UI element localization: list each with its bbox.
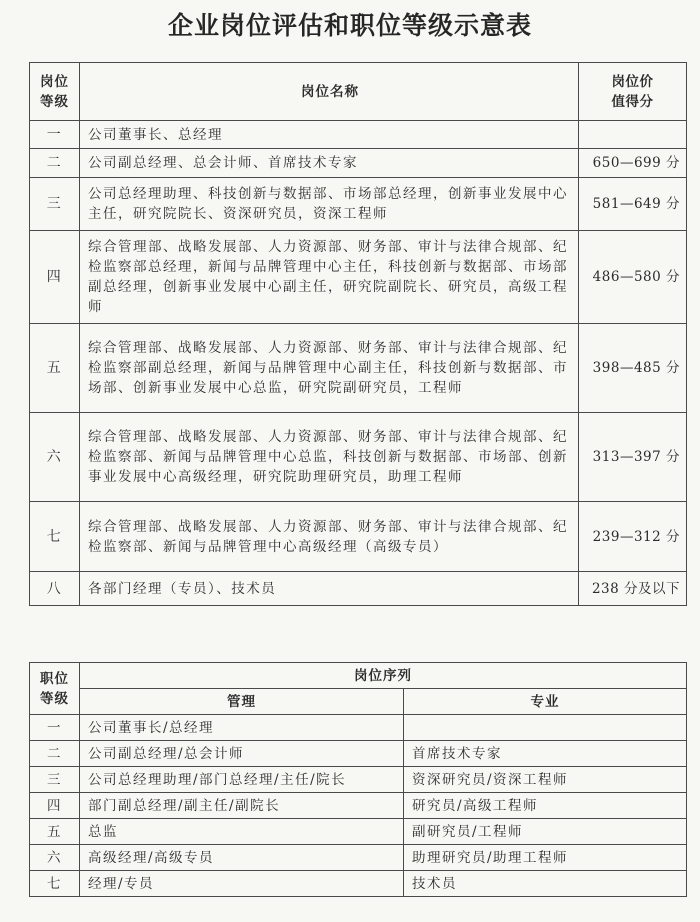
value-score-cell: 313—397 分 bbox=[579, 413, 687, 502]
professional-cell bbox=[404, 715, 687, 741]
value-score-cell: 486—580 分 bbox=[579, 231, 687, 324]
grade-cell: 二 bbox=[30, 741, 80, 767]
table-row bbox=[30, 324, 687, 413]
table-row bbox=[30, 845, 687, 871]
management-cell: 公司董事长/总经理 bbox=[80, 715, 404, 741]
grade-cell: 三 bbox=[30, 178, 80, 231]
table-header-row bbox=[30, 63, 687, 121]
grade-cell: 六 bbox=[30, 845, 80, 871]
management-cell: 公司副总经理/总会计师 bbox=[80, 741, 404, 767]
page-title: 企业岗位评估和职位等级示意表 bbox=[167, 11, 532, 40]
value-score-cell: 398—485 分 bbox=[579, 324, 687, 413]
value-score-cell: 650—699 分 bbox=[579, 149, 687, 178]
management-cell: 公司总经理助理/部门总经理/主任/院长 bbox=[80, 767, 404, 793]
table-row bbox=[30, 149, 687, 178]
job-grade-sequence-table bbox=[29, 662, 687, 897]
grade-cell: 五 bbox=[30, 324, 80, 413]
table-row bbox=[30, 231, 687, 324]
professional-cell: 副研究员/工程师 bbox=[404, 819, 687, 845]
management-cell: 高级经理/高级专员 bbox=[80, 845, 404, 871]
grade-cell: 七 bbox=[30, 502, 80, 572]
professional-cell: 助理研究员/助理工程师 bbox=[404, 845, 687, 871]
position-name-cell: 综合管理部、战略发展部、人力资源部、财务部、审计与法律合规部、纪检监察部副总经理，新闻与品牌管理中心副主任，科技创新与数据部、市场部、创新事业发展中心总监，研究院副研究员，工程师 bbox=[80, 324, 579, 413]
grade-cell: 一 bbox=[30, 121, 80, 149]
table-row bbox=[30, 819, 687, 845]
table-header-row bbox=[30, 663, 687, 689]
position-name-cell: 公司副总经理、总会计师、首席技术专家 bbox=[80, 149, 579, 178]
table-row bbox=[30, 715, 687, 741]
management-cell: 总监 bbox=[80, 819, 404, 845]
professional-cell: 资深研究员/资深工程师 bbox=[404, 767, 687, 793]
position-name-cell: 公司总经理助理、科技创新与数据部、市场部总经理，创新事业发展中心主任，研究院院长、资深研究员，资深工程师 bbox=[80, 178, 579, 231]
grade-cell: 四 bbox=[30, 231, 80, 324]
position-evaluation-table bbox=[29, 62, 687, 606]
position-name-cell: 综合管理部、战略发展部、人力资源部、财务部、审计与法律合规部、纪检监察部、新闻与品牌管理中心总监，科技创新与数据部、市场部、创新事业发展中心高级经理，研究院助理研究员，助理工程师 bbox=[80, 413, 579, 502]
table-row bbox=[30, 572, 687, 606]
table-row bbox=[30, 178, 687, 231]
grade-cell: 二 bbox=[30, 149, 80, 178]
table-row bbox=[30, 502, 687, 572]
grade-header: 职位 等级 bbox=[30, 663, 80, 715]
grade-cell: 七 bbox=[30, 871, 80, 897]
management-header: 管理 bbox=[80, 689, 404, 715]
table-subheader-row bbox=[30, 689, 687, 715]
grade-cell: 三 bbox=[30, 767, 80, 793]
table-row bbox=[30, 793, 687, 819]
table-row bbox=[30, 741, 687, 767]
sequence-header: 岗位序列 bbox=[80, 663, 687, 689]
position-name-cell: 各部门经理（专员）、技术员 bbox=[80, 572, 579, 606]
position-name-header: 岗位名称 bbox=[80, 63, 579, 121]
value-score-cell: 238 分及以下 bbox=[579, 572, 687, 606]
table-row bbox=[30, 413, 687, 502]
professional-cell: 技术员 bbox=[404, 871, 687, 897]
professional-cell: 首席技术专家 bbox=[404, 741, 687, 767]
grade-cell: 五 bbox=[30, 819, 80, 845]
professional-cell: 研究员/高级工程师 bbox=[404, 793, 687, 819]
table-row bbox=[30, 121, 687, 149]
grade-cell: 四 bbox=[30, 793, 80, 819]
value-score-cell bbox=[579, 121, 687, 149]
management-cell: 部门副总经理/副主任/副院长 bbox=[80, 793, 404, 819]
position-name-cell: 综合管理部、战略发展部、人力资源部、财务部、审计与法律合规部、纪检监察部总经理，新闻与品牌管理中心主任，科技创新与数据部、市场部副总经理，创新事业发展中心副主任，研究院副院长、研究员，高级工程师 bbox=[80, 231, 579, 324]
value-score-cell: 239—312 分 bbox=[579, 502, 687, 572]
grade-cell: 八 bbox=[30, 572, 80, 606]
management-cell: 经理/专员 bbox=[80, 871, 404, 897]
table-row bbox=[30, 767, 687, 793]
position-name-cell: 公司董事长、总经理 bbox=[80, 121, 579, 149]
professional-header: 专业 bbox=[404, 689, 687, 715]
value-score-header: 岗位价 值得分 bbox=[579, 63, 687, 121]
table-row bbox=[30, 871, 687, 897]
position-name-cell: 综合管理部、战略发展部、人力资源部、财务部、审计与法律合规部、纪检监察部、新闻与品牌管理中心高级经理（高级专员） bbox=[80, 502, 579, 572]
grade-cell: 一 bbox=[30, 715, 80, 741]
grade-header: 岗位 等级 bbox=[30, 63, 80, 121]
value-score-cell: 581—649 分 bbox=[579, 178, 687, 231]
grade-cell: 六 bbox=[30, 413, 80, 502]
